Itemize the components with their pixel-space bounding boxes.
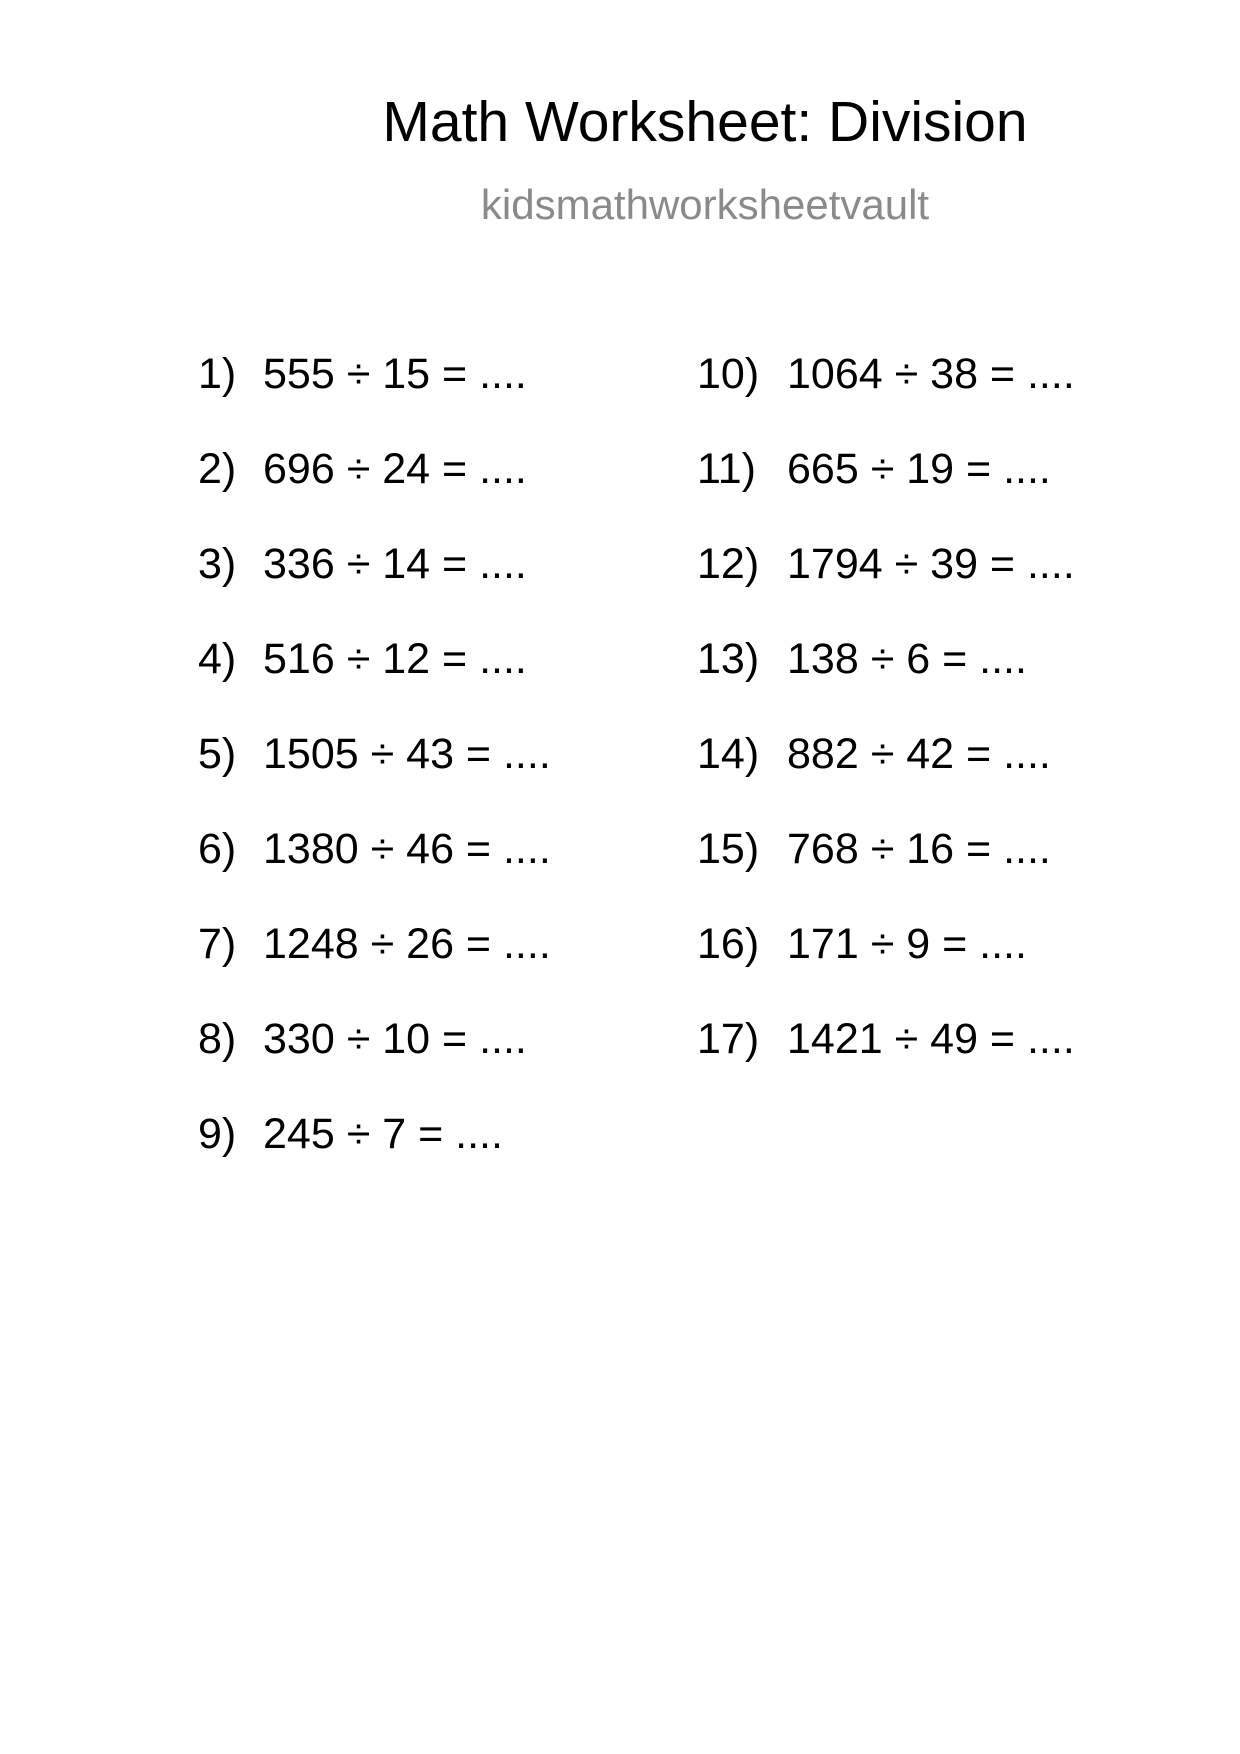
- problem-item: [198, 920, 551, 1018]
- problem-item: [697, 350, 1075, 448]
- problem-item: [198, 350, 551, 448]
- problem-number: 9): [198, 1110, 237, 1158]
- page-subtitle: kidsmathworksheetvault: [480, 181, 930, 228]
- problem-number: 17): [697, 1015, 760, 1063]
- problem-number: 5): [198, 730, 237, 778]
- problem-number: 7): [198, 920, 237, 968]
- problem-number: 12): [697, 540, 760, 588]
- problem-number: 2): [198, 445, 237, 493]
- problem-item: [697, 920, 1075, 1018]
- problem-expression: 330 ÷ 10 = ....: [263, 1015, 527, 1063]
- problem-expression: 171 ÷ 9 = ....: [787, 920, 1027, 968]
- problem-number: 3): [198, 540, 237, 588]
- problem-expression: 555 ÷ 15 = ....: [263, 350, 527, 398]
- problem-item: [697, 635, 1075, 733]
- problem-expression: 1380 ÷ 46 = ....: [263, 825, 551, 873]
- problem-expression: 1505 ÷ 43 = ....: [263, 730, 551, 778]
- problem-expression: 336 ÷ 14 = ....: [263, 540, 527, 588]
- problem-item: [198, 1015, 551, 1113]
- problem-expression: 1794 ÷ 39 = ....: [787, 540, 1075, 588]
- problem-column-right: [697, 350, 1075, 1113]
- problem-item: [198, 730, 551, 828]
- problem-item: [198, 540, 551, 638]
- problem-number: 4): [198, 635, 237, 683]
- problem-item: [198, 445, 551, 543]
- problem-expression: 516 ÷ 12 = ....: [263, 635, 527, 683]
- problem-item: [198, 635, 551, 733]
- problem-expression: 1064 ÷ 38 = ....: [787, 350, 1075, 398]
- problem-expression: 245 ÷ 7 = ....: [263, 1110, 503, 1158]
- problem-item: [697, 445, 1075, 543]
- problem-expression: 665 ÷ 19 = ....: [787, 445, 1051, 493]
- problem-item: [198, 825, 551, 923]
- problem-number: 13): [697, 635, 760, 683]
- problem-item: [697, 1015, 1075, 1113]
- problem-expression: 882 ÷ 42 = ....: [787, 730, 1051, 778]
- problem-number: 14): [697, 730, 760, 778]
- problem-item: [697, 730, 1075, 828]
- page-title: Math Worksheet: Division: [382, 90, 1028, 154]
- problem-number: 10): [697, 350, 760, 398]
- problem-number: 15): [697, 825, 760, 873]
- problem-number: 16): [697, 920, 760, 968]
- problem-item: [697, 540, 1075, 638]
- problem-expression: 696 ÷ 24 = ....: [263, 445, 527, 493]
- problem-expression: 1248 ÷ 26 = ....: [263, 920, 551, 968]
- problem-number: 8): [198, 1015, 237, 1063]
- problem-expression: 768 ÷ 16 = ....: [787, 825, 1051, 873]
- problem-number: 6): [198, 825, 237, 873]
- problem-expression: 138 ÷ 6 = ....: [787, 635, 1027, 683]
- problem-item: [697, 825, 1075, 923]
- problem-column-left: [198, 350, 551, 1208]
- problem-number: 11): [697, 445, 756, 493]
- problem-item: [198, 1110, 551, 1208]
- problem-number: 1): [198, 350, 237, 398]
- problem-expression: 1421 ÷ 49 = ....: [787, 1015, 1075, 1063]
